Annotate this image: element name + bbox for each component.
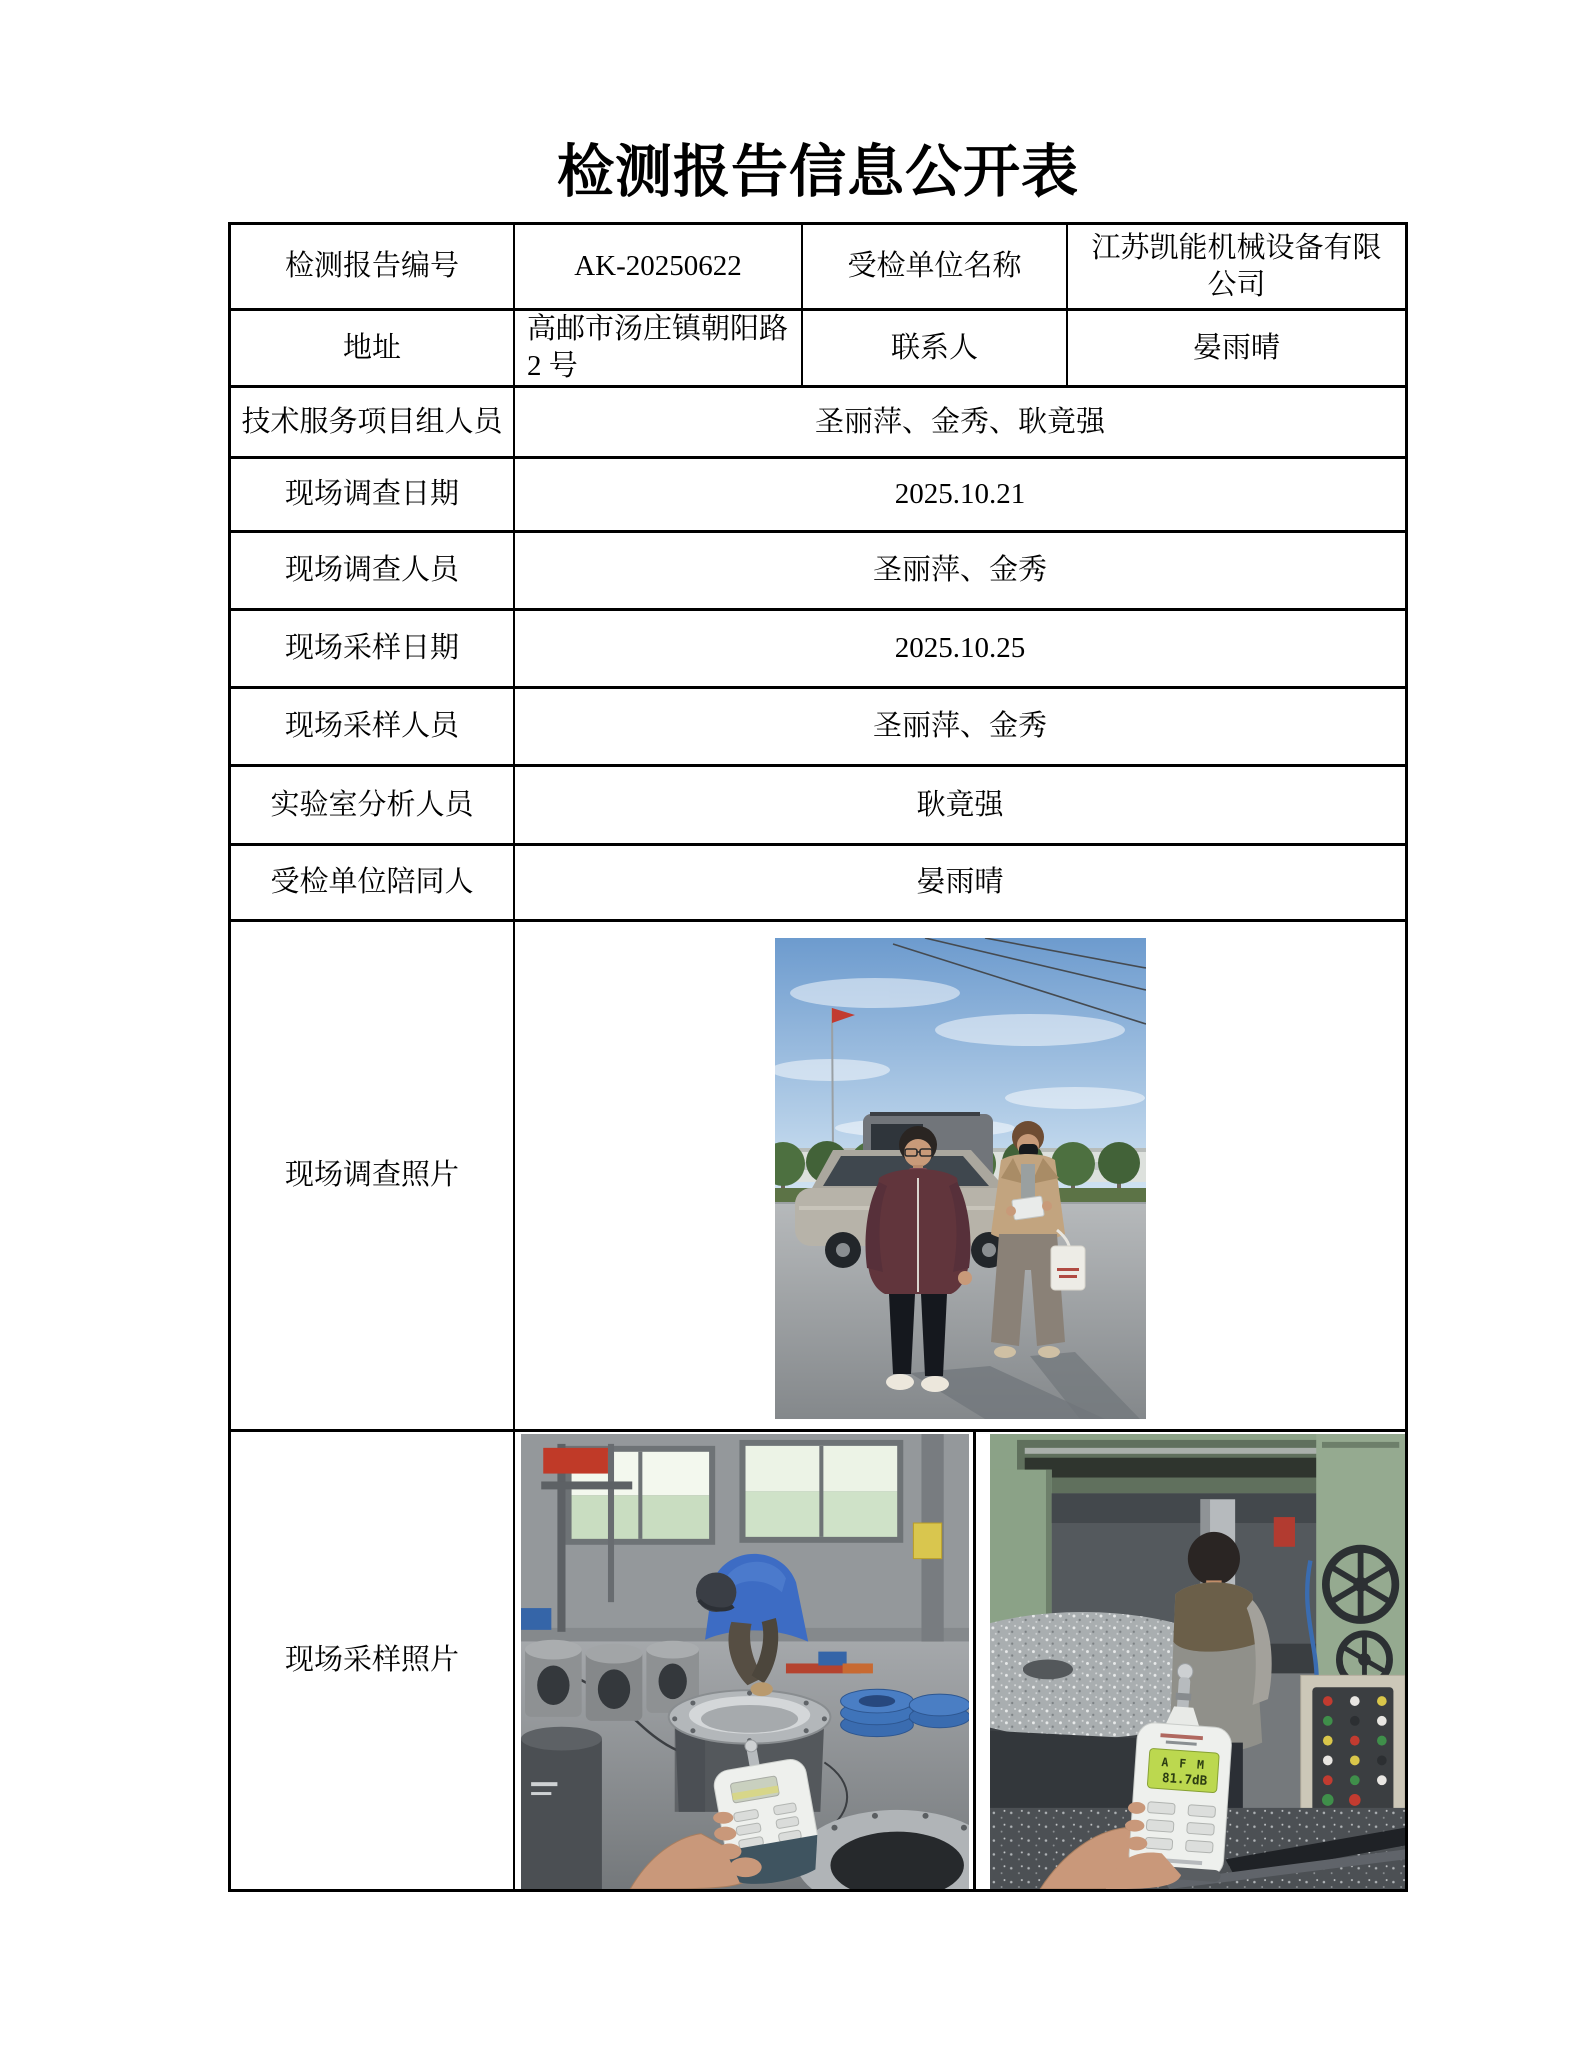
table-row-sampling-date — [231, 611, 1405, 689]
sampling-staff-value: 圣丽萍、金秀 — [872, 710, 1047, 742]
sampling-photo-right — [990, 1434, 1405, 1889]
unit-name-value: 江苏凯能机械设备有限公司 — [1091, 231, 1382, 301]
table-row-survey-staff — [231, 533, 1405, 611]
survey-photo — [775, 938, 1146, 1419]
lab-analyst-value: 耿竟强 — [916, 788, 1004, 821]
survey-staff-label: 现场调查人员 — [231, 533, 515, 608]
survey-photo-cell — [515, 922, 1405, 1429]
sampling-photo-left — [521, 1434, 969, 1889]
unit-name-label: 受检单位名称 — [803, 225, 1068, 308]
meter-reading-text: 81.7dB — [1161, 1769, 1208, 1789]
info-table — [228, 222, 1408, 1892]
survey-photo-label: 现场调查照片 — [231, 922, 515, 1429]
contact-label: 联系人 — [803, 311, 1068, 385]
sampling-photo-label: 现场采样照片 — [231, 1432, 515, 1889]
document-title: 检测报告信息公开表 — [557, 141, 1079, 204]
meter-mode-text: A F M — [1161, 1754, 1207, 1773]
accompanying-person-value: 晏雨晴 — [916, 866, 1004, 898]
table-row-accompanying-person — [231, 846, 1405, 922]
sampling-staff-label: 现场采样人员 — [231, 689, 515, 764]
dark-cylinder — [521, 1727, 602, 1889]
report-number-value: AK-20250622 — [515, 225, 803, 308]
table-row-address — [231, 311, 1405, 388]
control-panel — [1301, 1675, 1405, 1825]
table-row-sampling-photos — [231, 1432, 1405, 1889]
survey-date-label: 现场调查日期 — [231, 459, 515, 530]
sampling-photo-right-cell — [976, 1432, 1405, 1889]
survey-staff-value: 圣丽萍、金秀 — [872, 554, 1047, 586]
lcd-display — [1147, 1748, 1219, 1792]
survey-date-value: 2025.10.21 — [894, 478, 1026, 510]
table-row-survey-photo — [231, 922, 1405, 1432]
project-team-label: 技术服务项目组人员 — [231, 388, 515, 456]
report-number-label: 检测报告编号 — [231, 225, 515, 308]
lab-analyst-label: 实验室分析人员 — [231, 767, 515, 843]
table-row-survey-date — [231, 459, 1405, 533]
table-row-sampling-staff — [231, 689, 1405, 767]
sampling-date-value: 2025.10.25 — [894, 632, 1026, 664]
sampling-photo-left-cell — [515, 1432, 976, 1889]
table-row-project-team — [231, 388, 1405, 459]
sampling-date-label: 现场采样日期 — [231, 611, 515, 686]
address-value: 高邮市汤庄镇朝阳路2 号 — [515, 311, 803, 385]
accompanying-person-label: 受检单位陪同人 — [231, 846, 515, 919]
address-label: 地址 — [231, 311, 515, 385]
table-row-report-number — [231, 225, 1405, 311]
contact-value: 晏雨晴 — [1192, 331, 1280, 364]
project-team-value: 圣丽萍、金秀、耿竟强 — [814, 405, 1105, 438]
table-row-lab-analyst — [231, 767, 1405, 846]
